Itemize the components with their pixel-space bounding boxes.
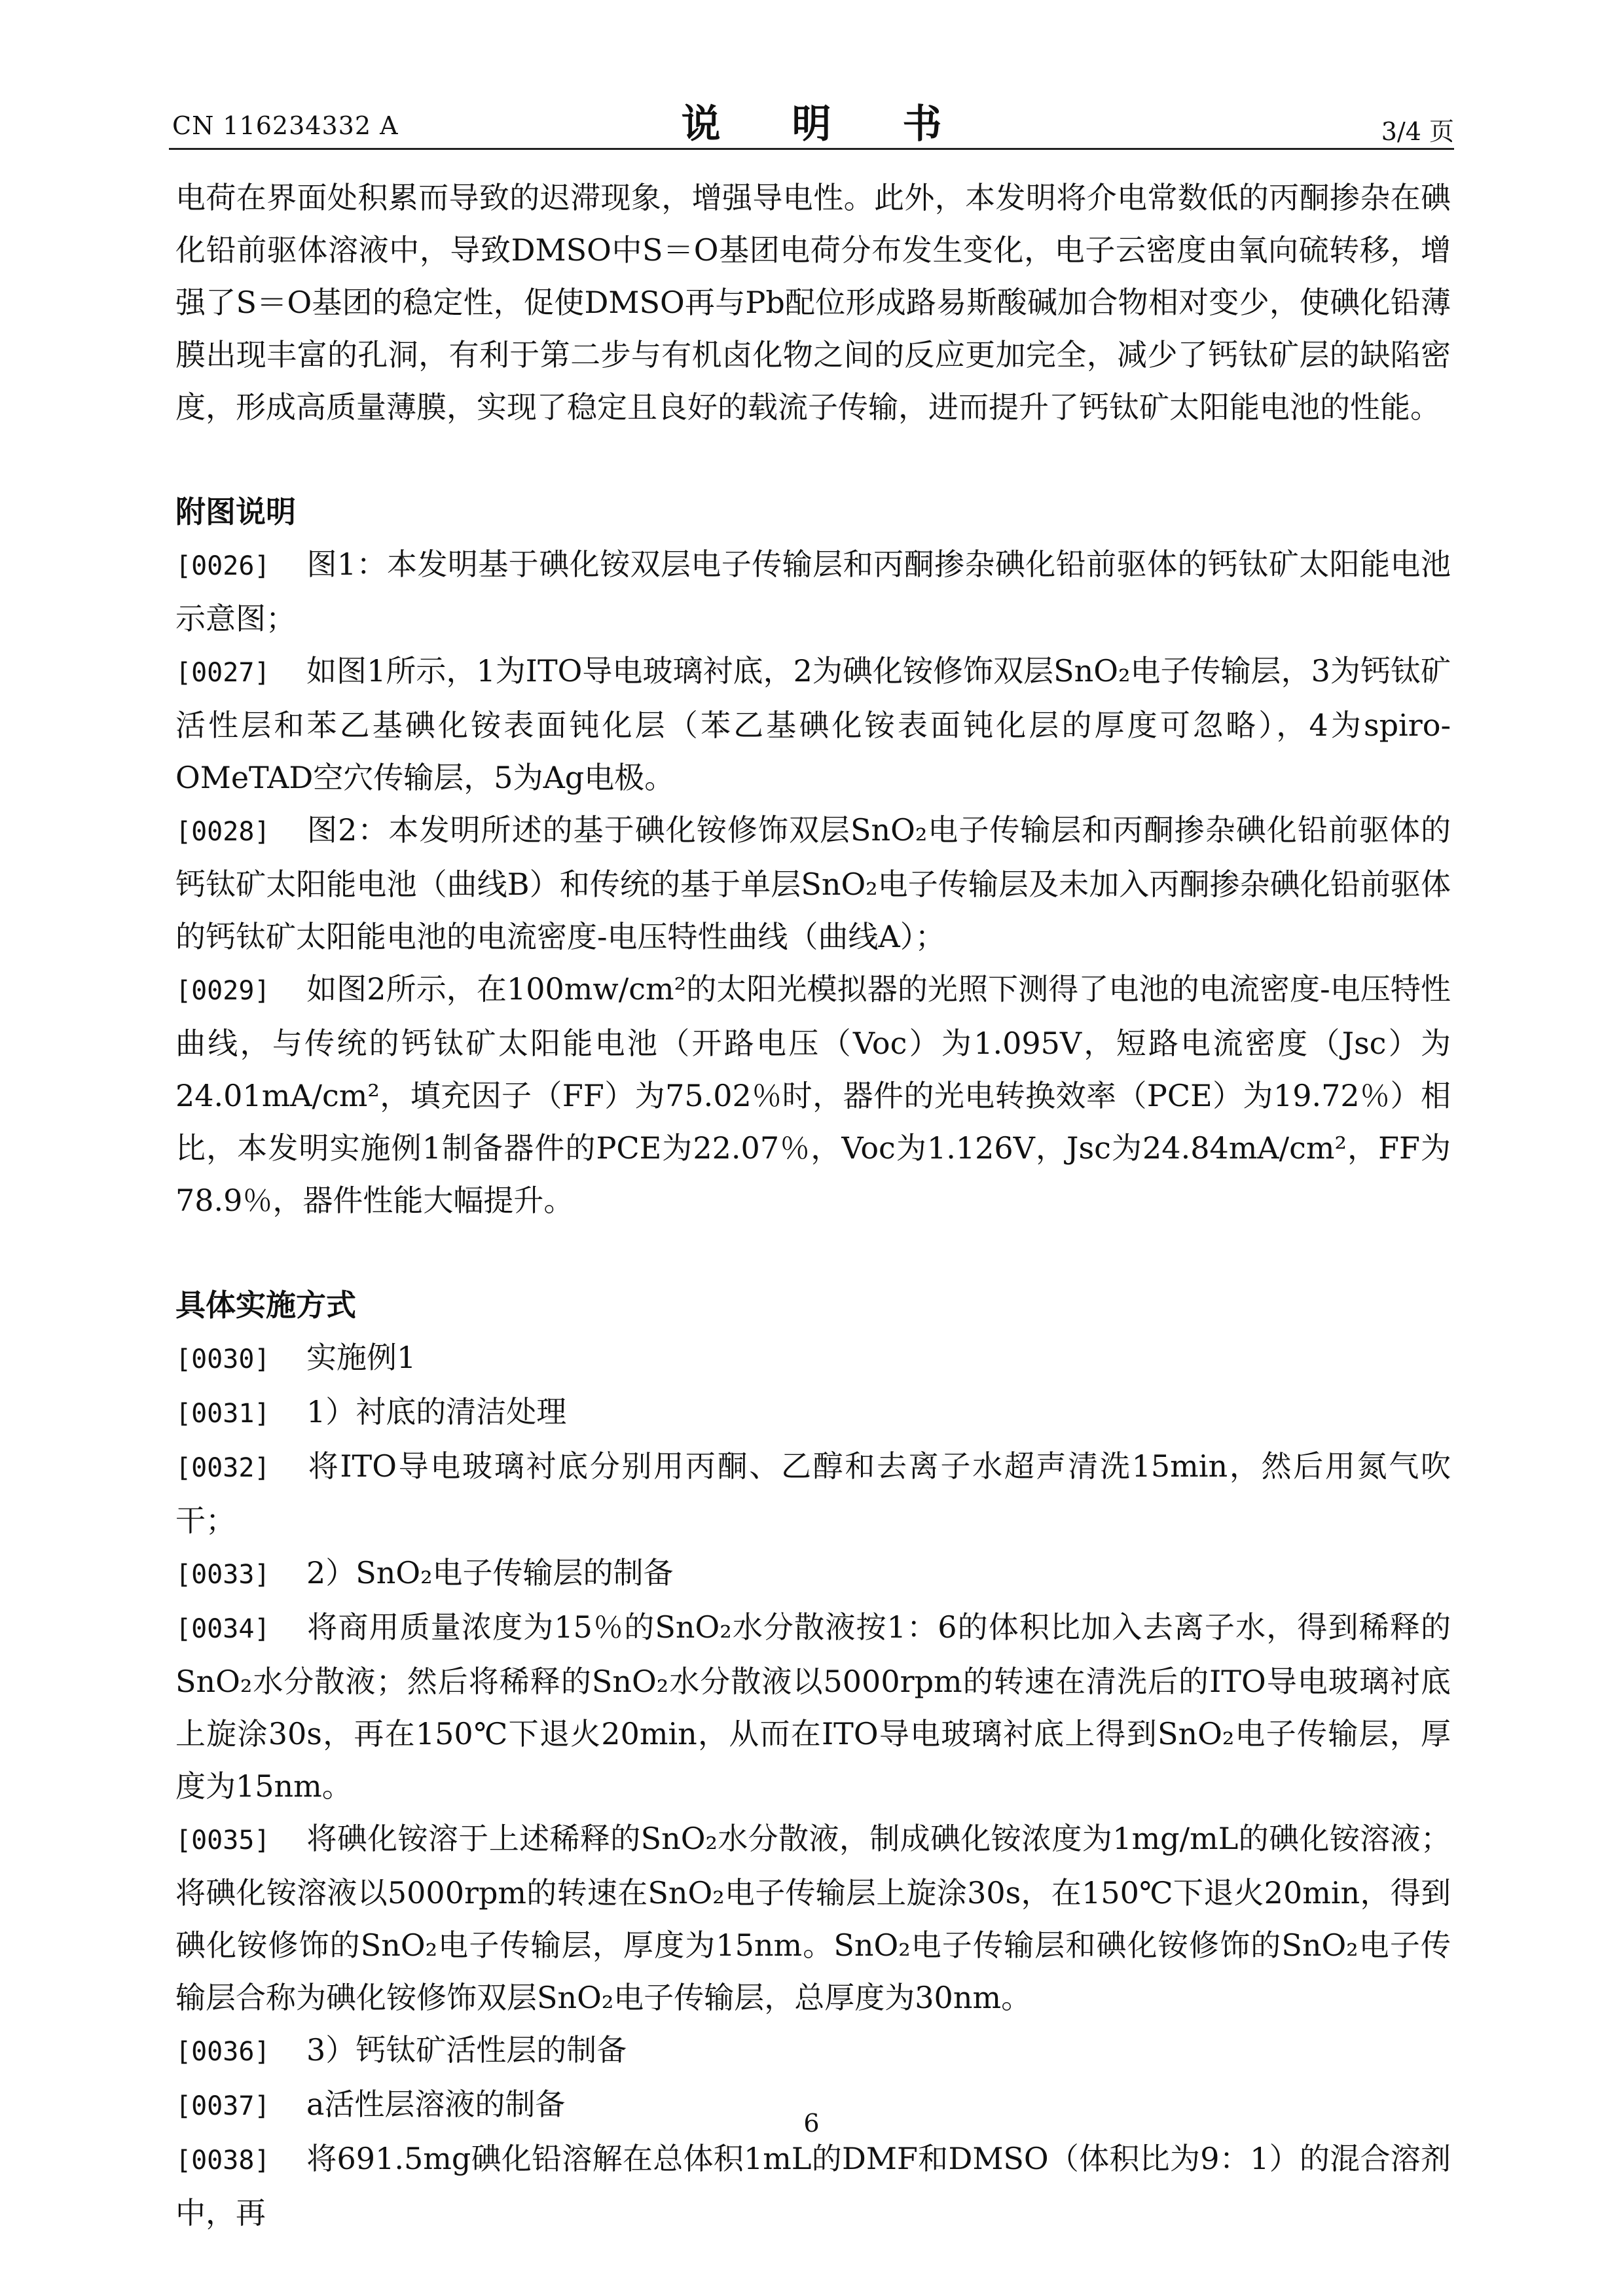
section-heading-embodiment: 具体实施方式 — [175, 1287, 356, 1323]
spacer — [175, 433, 1451, 486]
paragraph-text: 实施例1 — [306, 1340, 416, 1375]
intro-paragraph: 电荷在界面处积累而导致的迟滞现象，增强导电性。此外，本发明将介电常数低的丙酮掺杂在碘化铅前驱体溶液中，导致DMSO中S＝O基团电荷分布发生变化，电子云密度由氧向硫转移，增强了S＝O基团的稳定性，促使DMSO再与Pb配位形成路易斯酸碱加合物相对变少，使碘化铅薄膜出现丰富的孔洞，有利于第二步与有机卤化物之间的反应更加完全，减少了钙钛矿层的缺陷密度，形成高质量薄膜，实现了稳定且良好的载流子传输，进而提升了钙钛矿太阳能电池的性能。 — [175, 180, 1451, 425]
paragraph-0034 — [175, 1601, 1451, 1812]
paragraph-0032 — [175, 1440, 1451, 1547]
paragraph-text: 如图2所示，在100mw/cm²的太阳光模拟器的光照下测得了电池的电流密度-电压特性曲线，与传统的钙钛矿太阳能电池（开路电压（Voc）为1.095V，短路电流密度（Jsc）为24.01mA/cm²，填充因子（FF）为75.02％时，器件的光电转换效率（PCE）为19.72％）相比，本发明实施例1制备器件的PCE为22.07％，Voc为1.126V，Jsc为24.84mA/cm²，FF为78.9％，器件性能大幅提升。 — [175, 971, 1451, 1218]
paragraph-0028 — [175, 804, 1451, 963]
paragraph-text: a活性层溶液的制备 — [306, 2087, 566, 2122]
paragraph-number: [0036] — [175, 2037, 270, 2067]
paragraph-0036 — [175, 2024, 1451, 2078]
spacer — [175, 1227, 1451, 1279]
paragraph-0033 — [175, 1547, 1451, 1601]
paragraph-text: 1）衬底的清洁处理 — [306, 1394, 567, 1429]
paragraph-text: 如图1所示，1为ITO导电玻璃衬底，2为碘化铵修饰双层SnO₂电子传输层，3为钙钛矿活性层和苯乙基碘化铵表面钝化层（苯乙基碘化铵表面钝化层的厚度可忽略），4为spiro-OMeTAD空穴传输层，5为Ag电极。 — [175, 653, 1451, 795]
paragraph-text: 将691.5mg碘化铅溶解在总体积1mL的DMF和DMSO（体积比为9：1）的混合溶剂中，再 — [175, 2141, 1451, 2231]
paragraph-number: [0029] — [175, 976, 270, 1006]
paragraph-number: [0033] — [175, 1560, 270, 1590]
document-body — [175, 171, 1451, 2239]
paragraph-0038 — [175, 2132, 1451, 2239]
paragraph-0035 — [175, 1812, 1451, 2024]
paragraph-text: 图1：本发明基于碘化铵双层电子传输层和丙酮掺杂碘化铅前驱体的钙钛矿太阳能电池示意图； — [175, 547, 1451, 636]
paragraph-number: [0030] — [175, 1344, 270, 1374]
paragraph-text: 将碘化铵溶于上述稀释的SnO₂水分散液，制成碘化铵浓度为1mg/mL的碘化铵溶液；将碘化铵溶液以5000rpm的转速在SnO₂电子传输层上旋涂30s，在150℃下退火20min，得到碘化铵修饰的SnO₂电子传输层，厚度为15nm。SnO₂电子传输层和碘化铵修饰的SnO₂电子传输层合称为碘化铵修饰双层SnO₂电子传输层，总厚度为30nm。 — [175, 1821, 1451, 2015]
paragraph-text: 2）SnO₂电子传输层的制备 — [306, 1555, 674, 1590]
paragraph-number: [0032] — [175, 1453, 270, 1483]
paragraph-number: [0031] — [175, 1399, 270, 1429]
paragraph-number: [0028] — [175, 817, 270, 847]
paragraph-number: [0038] — [175, 2145, 270, 2176]
paragraph-number: [0035] — [175, 1825, 270, 1856]
paragraph-0030 — [175, 1331, 1451, 1386]
paragraph-number: [0026] — [175, 551, 270, 581]
page-title: 说 明 书 — [681, 101, 971, 147]
paragraph-0031 — [175, 1386, 1451, 1440]
document-number: CN 116234332 A — [172, 111, 399, 140]
header-divider — [169, 148, 1454, 150]
paragraph-text: 将商用质量浓度为15％的SnO₂水分散液按1：6的体积比加入去离子水，得到稀释的SnO₂水分散液；然后将稀释的SnO₂水分散液以5000rpm的转速在清洗后的ITO导电玻璃衬底上旋涂30s，再在150℃下退火20min，从而在ITO导电玻璃衬底上得到SnO₂电子传输层，厚度为15nm。 — [175, 1609, 1451, 1804]
paragraph-text: 3）钙钛矿活性层的制备 — [306, 2032, 627, 2068]
section-heading-figures: 附图说明 — [175, 494, 296, 529]
paragraph-0027 — [175, 645, 1451, 804]
paragraph-0029 — [175, 963, 1451, 1227]
page-number: 6 — [803, 2109, 820, 2138]
paragraph-number: [0027] — [175, 658, 270, 688]
paragraph-number: [0037] — [175, 2091, 270, 2121]
paragraph-text: 图2：本发明所述的基于碘化铵修饰双层SnO₂电子传输层和丙酮掺杂碘化铅前驱体的钙钛矿太阳能电池（曲线B）和传统的基于单层SnO₂电子传输层及未加入丙酮掺杂碘化铅前驱体的钙钛矿太阳能电池的电流密度-电压特性曲线（曲线A）； — [175, 812, 1451, 954]
paragraph-text: 将ITO导电玻璃衬底分别用丙酮、乙醇和去离子水超声清洗15min，然后用氮气吹干； — [175, 1448, 1451, 1538]
paragraph-number: [0034] — [175, 1614, 270, 1644]
paragraph-0026 — [175, 538, 1451, 645]
page-indicator: 3/4 页 — [1381, 117, 1454, 146]
